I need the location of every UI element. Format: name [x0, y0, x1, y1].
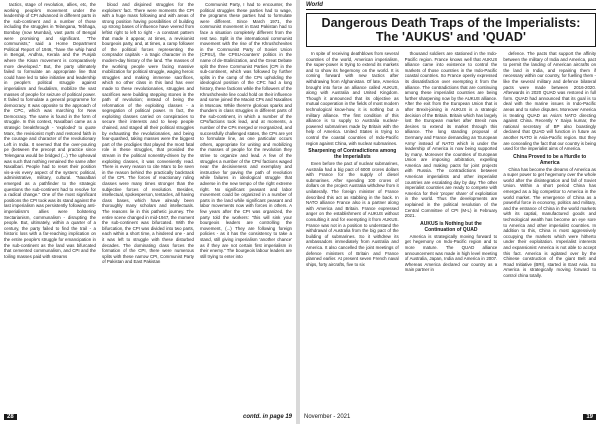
right-column-2-text-b: America is strategically moving forward to get hegemony on Indo-Pacific region and to more mature. The QUAD alliance announcement was made in high level meeting of Australia, Japan, India and America in 2007. Whereas America declared our country as a main partner in	[404, 233, 498, 273]
right-column-1-text-a: In spite of receiving deathblows from several countries of the world, American imperialism, the super-power is trying to extend its markets and to show its hegemony on the world. It is coming forward with new tactics after withdrawing from Afghanistan. Of late, America brought into force an alliance called AUKUS, along with Australia and United Kingdom. Though it announced that its objective as mutual cooperation in the fields of most modern technological know-how, it is nothing but a military alliance. The first condition of this alliance is to supply to Australia nuclear-powered submarines made by Britain with the help of America. United States is trying to control the coastal countries of Indo-Pacific region against China, with nuclear submarines.	[306, 51, 399, 146]
right-folio-row	[304, 414, 596, 420]
right-column-3-text-b: China has become the dreams of America as a super power to get hegemony over the whole world after the disintegration and fall of Soviet Union. Within a short period China has emerged as a big competitor to America in the world market. The emergence of China as a powerful force in economy, politics and military, and the entrance of China in the world markets with its captial, manufactured goods and technological wealth has become an eye sore to America and other imperialist countries. In addition to this, China is most aggressively occupying the markets which were hitherto under their exploitation. Imperialist interests and expansionist America is not able to accept this fact. America is agitated over by the Chinese construction of the giant Belt and Road Initiative (BRI), started in East Asia. So America is strategically moving forward to control china totally.	[503, 166, 597, 278]
headline-box	[306, 13, 596, 47]
right-column-3-text-a: defence. The pacts that support the affinity between the military of India and America, pact to permit the landing of American aircrafts on the land in India, and repairing them if necessary within our country, for fuelling them - like the several military and defence bilateral pacts were made between 2016-2020. Afterwards in 2020 QUAD was restored in full form. QUAD had announced that its goal is to deal with the marine issues in Indo-Pacific areas and to solve disputes. Moreover America is treating QUAD as Asia's NATO directing against China. Recently Y Saiya kumar, the national secretary of BP also boastingly declared that QUAD will function in future as another NATO in Asia-Pacific region. But they are concealing the fact that our country is being used for the imperialist aims of America.	[503, 51, 597, 152]
left-page-number: 28	[4, 414, 17, 420]
right-page-columns	[306, 51, 596, 401]
right-column-3	[503, 51, 596, 401]
left-column-2-text: blood and disjoined struggles for the exploiters' fact. There were moments the CPI with a huge mass following and with areas of strong position having possibilities of building up strong bases of influence have veered from leftist right to left to right - a constant pattern that made it appear, at times, a revisionist bourgeois party, and, at times, a camp follower of the political forces representing the comprador capitals - a tragic character in the modern-day history of the land. The masses of the working people were facing massive mobilization for political struggle, waging heroic struggles and making immense sacrifices, which no other class in this land has ever made to these revolutionaries, struggles and sacrifices were building stepping stones in the path of revolution; instead of being the reformation of the exploiting classes - a segregation of political power. In fact, the exploiting classes carried on conspiracies to secure their interests and to keep people chained, and staged all their political struggles by exhausting the revolutionaries, and being fear-quashed, taking masses were the biggest part of the prodigies that played the most fatal role in these struggles, that provided the stream in the political nonentity-driven by the exploiting classes, it was conveniently read. There is every reason to cite Marx to be seen in the reason behind the practically backtrack of the CPI. The forces of reactionary ruling classes were many times stronger than the subjective forces of revolution. Besides, intellectual, spokesperson, tentacles, all having class bases, which have already been thoroughly many scholars and intellectuals. The reasons lie in this pathetic journey. The entire scene changed in mid-1947, the moment the sub-continent was bifurcated. With the bifurcation, the CPI was divided into two parts, each within a short time, a hindered one - and it was left to struggle with these disturbed decades. The dominating class forces the formation of the CPI, there were numerous splits with these narrow CPI, Communist Party of Pakistan and East Pakistan	[102, 2, 194, 265]
headline-line-2: The 'AUKUS' and 'QUAD'	[375, 30, 527, 44]
continued-note: contd. in page 19	[242, 414, 292, 420]
section-label: World	[306, 2, 596, 10]
right-column-2	[405, 51, 498, 401]
subheading-contradictions: Sharpening of Contradictions among the Imperialists	[308, 148, 397, 161]
left-column-3	[200, 2, 292, 406]
left-column-1	[4, 2, 96, 406]
left-column-1-text: tactics, stage of revolution, allies, etc, the working people's movement under the leadership of CPI advanced in different parts in the sub-continent and a number of those including the struggles in Telangana, Tebhaga, Bombay (now Mumbai), vast parts of Bengal were promising and significant. "The communists," said a Home Department Political Report of 1946, "have the whip hand in Bengal, Andhra, Kerala and the Punjab where the Kisan movement is comparatively more developed." But, the party ultimately failed to formulate an appropriate line that could have led to take initiative and leadership in people's political struggle against imperialism and feudalism, mobilize the vast masses of people for seizure of political power. It failed to formulate a general programme for democracy. It was opposite to the approach of the CPC, which was marching for New Democracy. The same is found in the form of struggle. In this context, Naxalbari came as a strategic breakthrough - 'exploded' to quote Marx, the revisionist myth and restored faith in the courage and character of the revolutionary Left in India. It seemed that the over-pouring pe (between the precept and practice since Telengana would be bridged (...) The upheaval was such that nothing remained the same after Naxalbari. People had to reset their position vis-a-vis every aspect of the system; political, administrative, military, cultural. "Naxalbari emerged as a pathfinder to the strategic questions the sub-continent had to resolve for a radical change." One of the most significant positions the CPI took was its stand against the last imperialism was persistently following anti-imperialism's allies were bolstering Sectarianism, communalism - disrupting the people. But, ultimately, within a quarter of a century, the party failed to find the trail - a historic loss with a far-reaching implication on the entire people's struggle for emancipation in the sub-continent as the land was bifurcated that cemented communalism, and CPI and the toiling masses paid with streams	[4, 2, 96, 259]
subheading-china-hurdle: China Proved to be a Hurdle to America	[513, 153, 587, 166]
left-folio-row	[4, 414, 292, 420]
headline-line-1: Dangerous Death Traps of the Imperialists:	[321, 16, 581, 30]
left-column-2	[102, 2, 194, 406]
right-page-number: 19	[583, 414, 596, 420]
right-column-1-text-b: Even before the pact of nuclear submarines, Australia had a big pact of 6000 crores dollars with France for the supply of diesel submarines. After spending 100 crores of dollars on the project Australia withdrew from it unilaterally. The foreign minister of France described this act as stabbing in the back. In NATO alliance France also is a partner along with America and Britain. France expressed anger on the establishment of AUKUS without consulting it and for exempting it from AUKUS. France was not in a position to understand the withdrawal of Australia from the big pact of the building of submarines. So it withdrew its ambassadors immediately from Australia and America. It also cancelled the joint meetings of defence ministers of Britain and France planned earlier. At present seven French naval ships, forty aircrafts, five to six	[306, 161, 399, 267]
left-page-columns	[4, 2, 292, 406]
left-column-3-text: Communist Party, I had to encounter, the political struggles these parties had to wage, the programs these parties had to formulate were different. Since March 1971, the communist movement in East Pakistan had to face a situation completely different from the rest two. Split in the international communist movement with the rise of the Khrushchevites in the Communist Party of Soviet Union (CPSU), the CPSU-counters' politics in the name of de-Stalinization, and the Great Debate split the three Communist Parties (CPI in the sub-continent, which was followed by further splits in the camp of the CPs upholding the ideological position of the CPC had a long history, these factions while the followers of the Khrushchevite line could hold on their influence and some joined the Maoist CPs and Naxalites in Moscow. While there're glorious sparks and thunders in class struggles in different parts of the sub-continent, in which a number of the CPs/factions took lead, and at moments, a number of the CPs merged or reorganized, and successfully challenged states, the CPs are yet to formulate line, as one particular occurs others, appropriate for uniting and mobilizing the masses of people for the revolution they strive to organize and lead. A few of the struggles a number of the CPs/ factions waged near the decisiveness and exemplary and instructive for paving the path of revolution while failures in ideological struggle that adverse in the new tempo of the right extreme right. No significant peasant and labor movement could be organized in a number of parts in the land while significant peasant and labor movements now with forces in others. A few years after the CPI was organized, the party told the workers: "this will sink your bourgeois leaders are controlling the movement, (...) They are following foreign policies - as it has the consistency to take a stand, still giving imperialism 'another chance' as if they are not certain first imperialism in their enemy." The bourgeois labour leaders are still trying to enter into	[200, 2, 292, 259]
left-page	[0, 0, 296, 424]
right-page	[300, 0, 600, 424]
issue-month: November - 2021	[304, 414, 351, 420]
right-column-1	[306, 51, 399, 401]
right-column-2-text-a: thousand soldiers are stationed in the Indo-Pacific region. France knows well that AUKUS alliance came into existence to control the markets of those countries in the Indo-Pacific coastal countries. So France openly expressed its dissatisfaction over exempting it from the alliance. The contradictions that are continuing among these imperialist countries are being further sharpening now by the AUKUS alliance. After the exit from the European Union that is after Brexit-joining in AUKUS is a strategic decision of the Britain. Britain which has largely lost the European market after Brexit now desires to extend its market through this alliance. The long standing proposal of Germany and France demanding an 'European Army' instead of NATO which is under the leadership of America is now being supported by many. Moreover the countries of European Union are imposing arbitration, expelling America and making pacts for joint projects with Russia. The contradictions between American imperialists and other imperialist countries are escalating day by day. The other imperialist countries are ready to compete with America for their 'proper share' of exploitation in the world. Thus the developments are explained in the political resolution of the Central Committee of CPI (M-L) in February 2021.	[404, 51, 498, 219]
subheading-aukus-quad: AUKUS is Nothing but the Continuation of QUAD	[420, 220, 482, 233]
